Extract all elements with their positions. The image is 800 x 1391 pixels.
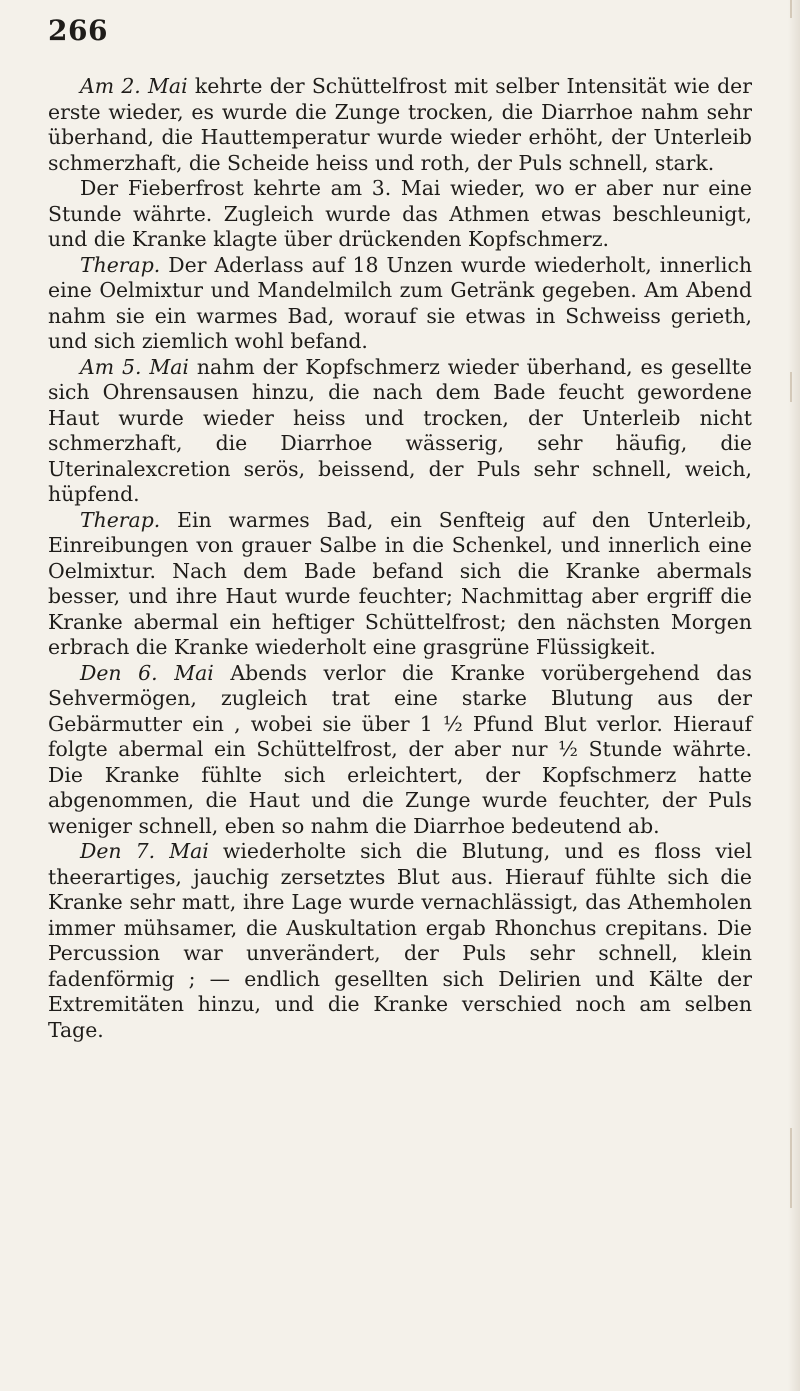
paragraph-may-5 — [48, 355, 752, 508]
page-edge-mark — [790, 372, 792, 402]
paragraph-may-3 — [48, 176, 752, 253]
paragraph-lead: Den 6. Mai — [80, 660, 214, 685]
paragraph-may-2 — [48, 74, 752, 176]
paragraph-may-7 — [48, 839, 752, 1043]
paragraph-lead: Den 7. Mai — [80, 839, 209, 863]
paragraph-lead: Am 5. Mai — [80, 354, 189, 379]
paragraph-text: Abends verlor die Kranke vorübergehend das Sehvermögen, zugleich trat eine starke Blutung aus der Gebärmutter ein , wobei sie über 1 ½ Pfund Blut verlor. Hierauf folgte abermal ein Schüttelfrost, der aber nur ½ Stunde währte. Die Kranke fühlte sich erleichtert, der Kopfschmerz hatte abgenommen, die Haut und die Zunge wurde feuchter, der Puls weniger schnell, eben so nahm die Diarrhoe bedeutend ab. — [48, 660, 752, 838]
page-edge-mark — [790, 0, 792, 18]
paragraph-text: wiederholte sich die Blutung, und es floss viel theerartiges, jauchig zersetztes Blut aus. Hierauf fühlte sich die Kranke sehr matt, ihre Lage wurde vernachlässigt, das Athemholen immer mühsamer, die Auskultation ergab Rhonchus crepitans. Die Percussion war unverändert, der Puls sehr schnell, klein fadenförmig ; — endlich gesellten sich Delirien und Kälte der Extremitäten hinzu, und die Kranke verschied noch am selben Tage. — [48, 839, 752, 1042]
paragraph-may-6 — [48, 661, 752, 840]
paragraph-lead: Therap. — [80, 507, 161, 532]
paragraph-lead: Therap. — [80, 252, 161, 277]
paragraph-text: nahm der Kopfschmerz wieder überhand, es gesellte sich Ohrensausen hinzu, die nach dem Bade feucht gewordene Haut wurde wieder heiss und trocken, der Unterleib nicht schmerzhaft, die Diarrhoe wässerig, sehr häufig, die Uterinalexcretion serös, beissend, der Puls sehr schnell, weich, hüpfend. — [48, 354, 752, 506]
document-body — [48, 74, 752, 1043]
paragraph-therapy-1 — [48, 253, 752, 355]
page-edge-mark — [790, 1128, 792, 1208]
paragraph-lead: Am 2. Mai — [80, 74, 188, 98]
page-number: 266 — [48, 14, 108, 47]
paragraph-text: Der Aderlass auf 18 Unzen wurde wiederholt, innerlich eine Oelmixtur und Mandelmilch zum Getränk gegeben. Am Abend nahm sie ein warmes Bad, worauf sie etwas in Schweiss gerieth, und sich ziemlich wohl befand. — [48, 252, 752, 353]
paragraph-text: Ein warmes Bad, ein Senfteig auf den Unterleib, Einreibungen von grauer Salbe in die Schenkel, und innerlich eine Oelmixtur. Nach dem Bade befand sich die Kranke abermals besser, und ihre Haut wurde feuchter; Nachmittag aber ergriff die Kranke abermal ein heftiger Schüttelfrost; den nächsten Morgen erbrach die Kranke wiederholt eine grasgrüne Flüssigkeit. — [48, 507, 752, 659]
paragraph-therapy-2 — [48, 508, 752, 661]
paragraph-text: kehrte der Schüttelfrost mit selber Intensität wie der erste wieder, es wurde die Zunge trocken, die Diarrhoe nahm sehr überhand, die Hauttemperatur wurde wieder erhöht, der Unterleib schmerzhaft, die Scheide heiss und roth, der Puls schnell, stark. — [48, 74, 752, 175]
paragraph-text: Der Fieberfrost kehrte am 3. Mai wieder, wo er aber nur eine Stunde währte. Zugleich wurde das Athmen etwas beschleunigt, und die Kranke klagte über drückenden Kopfschmerz. — [48, 176, 752, 251]
